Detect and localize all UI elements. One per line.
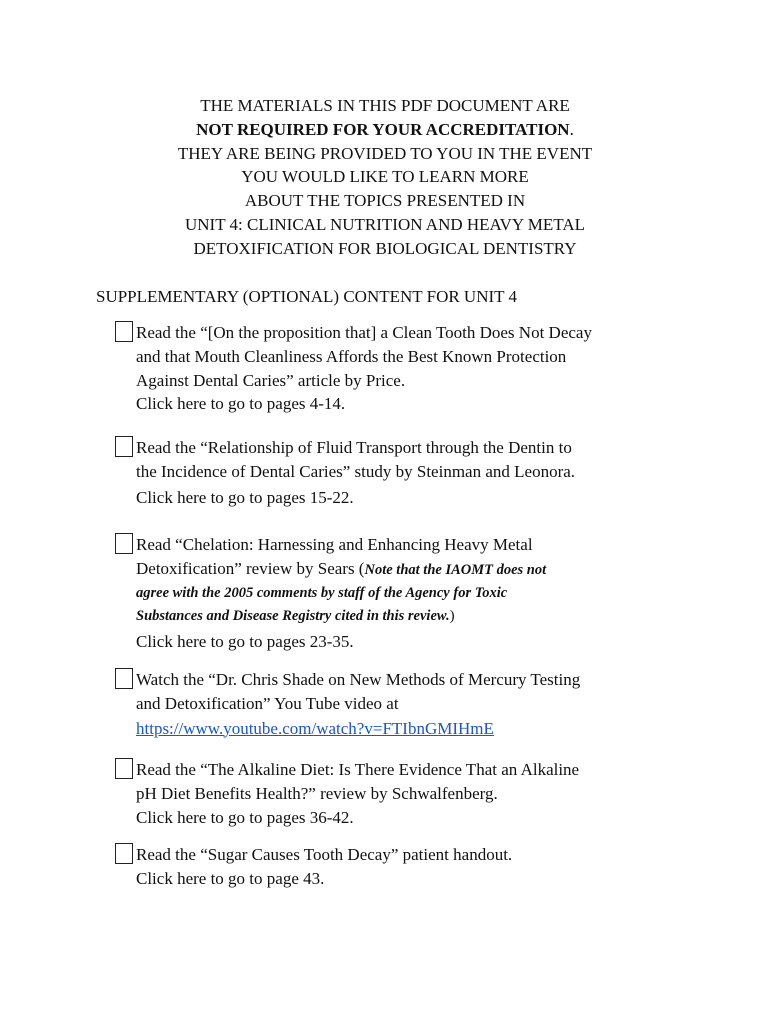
header-line-emphasis: [0, 118, 770, 142]
note-text: agree with the 2005 comments by staff of the Agency for Toxic: [136, 584, 508, 601]
item-body: [136, 758, 755, 829]
go-to-pages-link[interactable]: Click here to go to page 43.: [136, 868, 325, 888]
header-line: ABOUT THE TOPICS PRESENTED IN: [244, 191, 526, 211]
item-text: and that Mouth Cleanliness Affords the Best Known Protection: [136, 346, 567, 366]
item-text: Read the “The Alkaline Diet: Is There Evidence That an Alkaline: [136, 760, 580, 779]
header-line: THEY ARE BEING PROVIDED TO YOU IN THE EVENT: [177, 143, 593, 163]
item-text: Read the “Sugar Causes Tooth Decay” patient handout.: [136, 845, 513, 864]
youtube-link[interactable]: https://www.youtube.com/watch?v=FTIbnGMIHmE: [136, 718, 494, 738]
header-bold-text: NOT REQUIRED FOR YOUR ACCREDITATION: [196, 119, 570, 139]
item-text: Against Dental Caries” article by Price.: [136, 370, 406, 390]
checkbox[interactable]: [115, 321, 133, 342]
checklist-item: [115, 758, 755, 829]
checklist-item: [115, 436, 755, 509]
checklist-item: [115, 533, 755, 653]
item-text: and Detoxification” You Tube video at: [136, 693, 399, 713]
go-to-pages-link[interactable]: Click here to go to pages 4-14.: [136, 394, 346, 414]
checklist-item: [115, 668, 755, 740]
item-body: [136, 668, 755, 740]
item-body: [136, 533, 755, 653]
checkbox[interactable]: [115, 843, 133, 864]
checkbox[interactable]: [115, 758, 133, 779]
item-text: the Incidence of Dental Caries” study by Steinman and Leonora.: [136, 461, 576, 481]
section-title: SUPPLEMENTARY (OPTIONAL) CONTENT FOR UNIT 4: [96, 287, 517, 306]
item-text: Read “Chelation: Harnessing and Enhancing Heavy Metal: [136, 535, 533, 554]
note-text: Substances and Disease Registry cited in this review.: [136, 607, 450, 624]
item-text: Watch the “Dr. Chris Shade on New Methods of Mercury Testing: [136, 670, 581, 689]
item-text-with-note: [136, 557, 755, 583]
go-to-pages-link[interactable]: Click here to go to pages 36-42.: [136, 807, 354, 827]
go-to-pages-link[interactable]: Click here to go to pages 15-22.: [136, 487, 354, 507]
note-text: Note that the IAOMT does not: [364, 561, 547, 578]
item-text: pH Diet Benefits Health?” review by Schwalfenberg.: [136, 783, 498, 803]
item-text: Read the “Relationship of Fluid Transport through the Dentin to: [136, 438, 572, 457]
checkbox[interactable]: [115, 668, 133, 689]
checkbox[interactable]: [115, 533, 133, 554]
go-to-pages-link[interactable]: Click here to go to pages 23-35.: [136, 631, 354, 651]
header-punct: .: [569, 119, 574, 139]
item-body: [136, 436, 755, 509]
header-line: UNIT 4: CLINICAL NUTRITION AND HEAVY METAL: [185, 214, 585, 234]
checklist-item: [115, 843, 755, 891]
item-body: [136, 843, 755, 891]
note-close: ): [449, 607, 455, 624]
item-text: Read the “[On the proposition that] a Clean Tooth Does Not Decay: [136, 323, 592, 342]
item-body: [136, 321, 755, 416]
header-line: YOU WOULD LIKE TO LEARN MORE: [241, 167, 529, 187]
checklist-item: [115, 321, 755, 416]
header-line: THE MATERIALS IN THIS PDF DOCUMENT ARE: [200, 96, 570, 115]
item-text: Detoxification” review by Sears (: [136, 558, 365, 578]
disclaimer-header: [0, 94, 770, 261]
note-line: [136, 604, 755, 627]
header-line: DETOXIFICATION FOR BIOLOGICAL DENTISTRY: [193, 238, 577, 258]
checkbox[interactable]: [115, 436, 133, 457]
